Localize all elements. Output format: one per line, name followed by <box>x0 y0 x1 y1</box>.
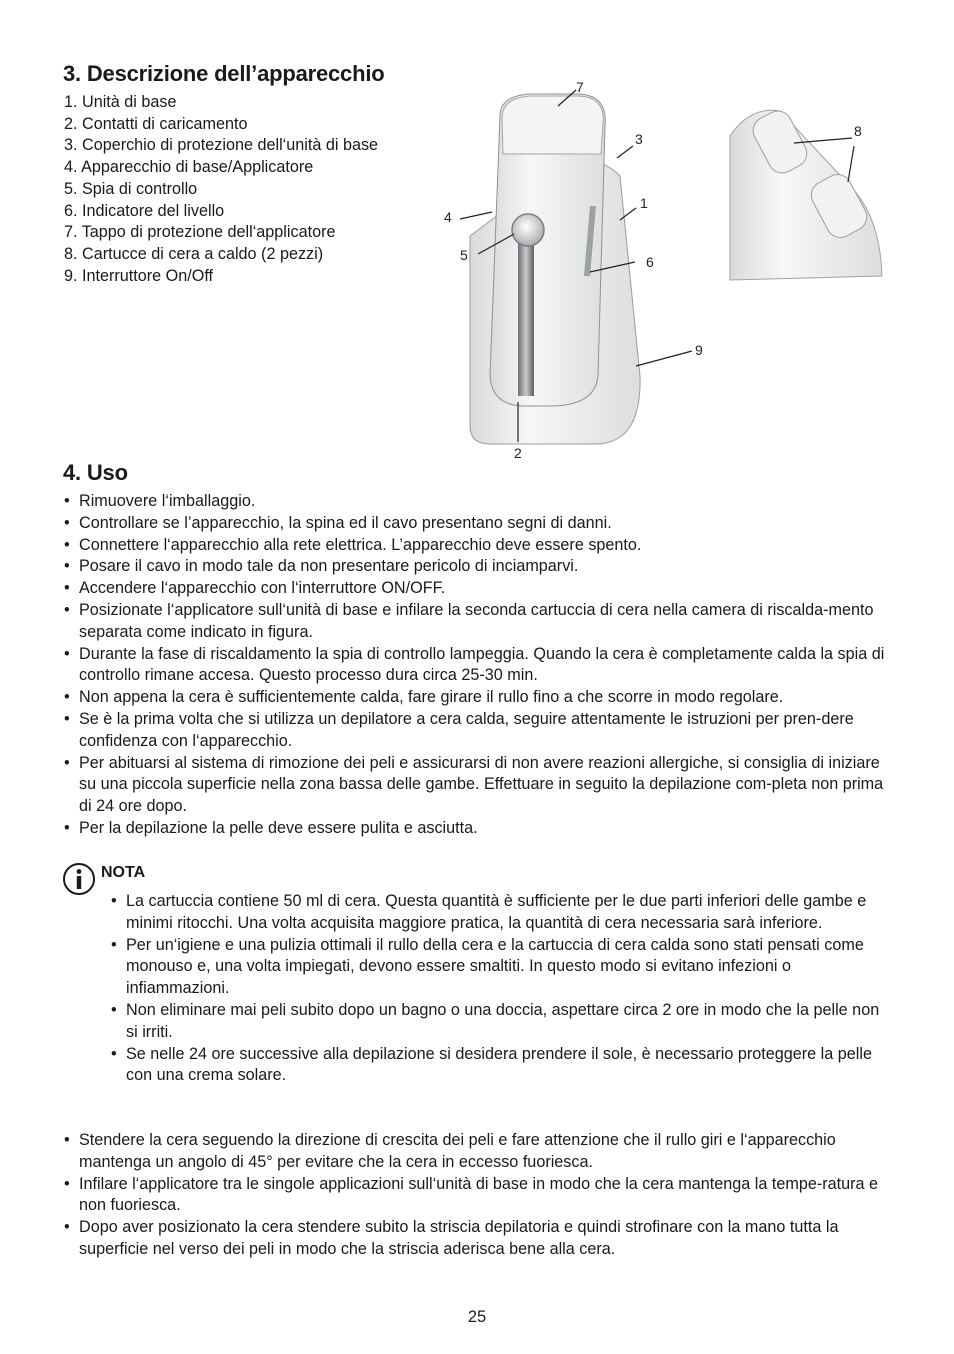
section-4-heading: 4. Uso <box>63 460 128 485</box>
note-item: • Non eliminare mai peli subito dopo un bagno o una doccia, aspettare circa 2 ore in modo che la pelle non si irriti. <box>111 1000 886 1044</box>
label-3: 3 <box>635 131 643 147</box>
usage-item: • Posare il cavo in modo tale da non presentare pericolo di inciamparvi. <box>64 556 894 578</box>
applicator-cap-shape <box>502 96 603 154</box>
parts-list-item: 1. Unità di base <box>64 93 177 111</box>
label-9: 9 <box>695 342 703 358</box>
parts-list-item: 8. Cartucce di cera a caldo (2 pezzi) <box>64 244 324 263</box>
label-6: 6 <box>646 254 654 270</box>
usage-list <box>64 491 894 840</box>
parts-list-item: 3. Coperchio di protezione dell‘unità di base <box>64 136 379 155</box>
usage-item: • Rimuovere l‘imballaggio. <box>64 491 894 513</box>
usage-item: • Connettere l‘apparecchio alla rete elettrica. L’apparecchio deve essere spento. <box>64 535 894 557</box>
parts-list-item: 2. Contatti di caricamento <box>64 114 248 133</box>
usage-item: • Per la depilazione la pelle deve essere pulita e asciutta. <box>64 818 894 840</box>
label-7: 7 <box>576 79 584 95</box>
label-8: 8 <box>854 123 862 139</box>
usage-item: • Se è la prima volta che si utilizza un depilatore a cera calda, seguire attentamente le istruzioni per pren-dere confidenza con l‘apparecchio. <box>64 709 894 753</box>
chrome-strip-shape <box>518 226 534 396</box>
label-4: 4 <box>444 209 452 225</box>
usage-item: • Stendere la cera seguendo la direzione di crescita dei peli e fare attenzione che il rullo giri e l‘apparecchio mantenga un angolo di 45° per evitare che la cera in eccesso fuoriesca. <box>64 1130 894 1174</box>
usage-item: • Infilare l‘applicatore tra le singole applicazioni sull‘unità di base in modo che la cera mantenga la tempe-ratura e non fuoriesca. <box>64 1174 894 1218</box>
usage-item: • Non appena la cera è sufficientemente calda, fare girare il rullo fino a che scorre in modo regolare. <box>64 687 894 709</box>
usage-item: • Posizionate l‘applicatore sull‘unità di base e infilare la seconda cartuccia di cera nella camera di riscalda-mento separata come indicato in figura. <box>64 600 894 644</box>
parts-list-item: 7. Tappo di protezione dell‘applicatore <box>64 223 336 242</box>
control-lamp-shape <box>512 214 544 246</box>
usage-item: • Controllare se l’apparecchio, la spina ed il cavo presentano segni di danni. <box>64 513 894 535</box>
parts-list-item: 4. Apparecchio di base/Applicatore <box>64 158 314 177</box>
note-item: • La cartuccia contiene 50 ml di cera. Questa quantità è sufficiente per le due parti inferiori delle gambe e minimi ritocchi. Una volta acquisita maggiore pratica, la quantità di cera necessaria sarà inferiore. <box>111 891 886 935</box>
parts-list-item: 6. Indicatore del livello <box>64 201 225 220</box>
usage-list-continued <box>64 1130 894 1261</box>
label-1: 1 <box>640 195 648 211</box>
parts-list <box>64 92 378 287</box>
parts-list-item: 9. Interruttore On/Off <box>64 266 214 285</box>
usage-item: • Per abituarsi al sistema di rimozione dei peli e assicurarsi di non avere reazioni allergiche, si consiglia di iniziare su una piccola superficie nella zona bassa delle gambe. Effettuare in seguito la depilazione com-pleta non prima di 24 ore dopo. <box>64 753 894 818</box>
note-title: NOTA <box>101 864 146 881</box>
note-item: • Se nelle 24 ore successive alla depilazione si desidera prendere il sole, è necessario proteggere la pelle con una crema solare. <box>111 1044 886 1088</box>
note-list <box>111 891 886 1087</box>
usage-item: • Dopo aver posizionato la cera stendere subito la striscia depilatoria e quindi strofinare con la mano tutta la superficie nel verso dei peli in modo che la striscia aderisca bene alla cera. <box>64 1217 894 1261</box>
label-5: 5 <box>460 247 468 263</box>
usage-item: • Durante la fase di riscaldamento la spia di controllo lampeggia. Quando la cera è completamente calda la spia di controllo rimane accesa. Questo processo dura circa 25-30 min. <box>64 644 894 688</box>
parts-list-item: 5. Spia di controllo <box>64 179 198 198</box>
usage-item: • Accendere l‘apparecchio con l‘interruttore ON/OFF. <box>64 578 894 600</box>
label-2: 2 <box>514 445 522 461</box>
device-illustration <box>430 76 890 466</box>
info-icon <box>62 862 96 896</box>
note-item: • Per un‘igiene e una pulizia ottimali il rullo della cera e la cartuccia di cera calda sono stati pensati come monouso e, una volta impiegati, devono essere smaltiti. In questo modo si evitano infezioni o infiammazioni. <box>111 935 886 1000</box>
page-number: 25 <box>467 1308 487 1326</box>
section-3-heading: 3. Descrizione dell’apparecchio <box>63 61 385 86</box>
